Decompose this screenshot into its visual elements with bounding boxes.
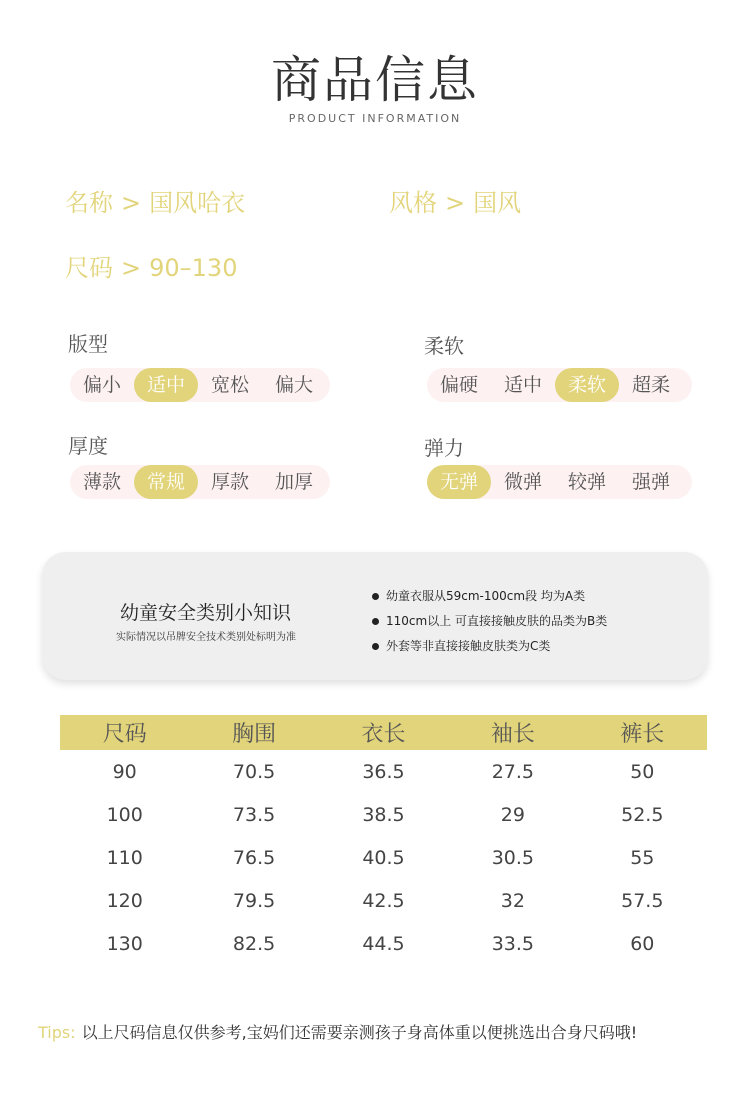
table-cell: 42.5 [362, 889, 405, 912]
softness-option: 适中 [503, 374, 542, 396]
page-title: 商品信息 [271, 51, 479, 109]
tips-label: Tips: [38, 1023, 76, 1042]
safety-panel [42, 552, 708, 680]
table-cell: 40.5 [362, 846, 405, 869]
elasticity-options [427, 465, 692, 499]
table-cell: 38.5 [362, 803, 405, 826]
table-row [60, 836, 707, 879]
bullet-icon [372, 593, 379, 600]
elasticity-option: 较弹 [567, 471, 606, 493]
info-separator: > [121, 254, 142, 282]
bullet-icon [372, 618, 379, 625]
table-cell: 57.5 [621, 889, 664, 912]
table-header-cell: 胸围 [189, 715, 318, 750]
safety-point-text: 幼童衣服从59cm-100cm段 均为A类 [386, 589, 586, 603]
table-cell: 52.5 [621, 803, 664, 826]
softness-option: 偏硬 [439, 374, 478, 396]
table-cell: 100 [106, 803, 143, 826]
info-name-value: 国风哈衣 [149, 189, 246, 217]
info-size [65, 248, 237, 283]
thickness-label: 厚度 [68, 434, 108, 458]
table-row [60, 750, 707, 793]
safety-point [372, 584, 607, 609]
table-row [60, 879, 707, 922]
bullet-icon [372, 643, 379, 650]
table-header-row [60, 715, 707, 750]
fit-options [70, 368, 330, 402]
softness-option: 柔软 [555, 368, 619, 402]
table-cell: 120 [106, 889, 143, 912]
table-header-cell: 尺码 [60, 715, 189, 750]
table-cell: 110 [106, 846, 143, 869]
tips-text: 以上尺码信息仅供参考,宝妈们还需要亲测孩子身高体重以便挑选出合身尺码哦! [81, 1023, 638, 1042]
thickness-option: 常规 [134, 465, 198, 499]
safety-point-text: 110cm以上 可直接接触皮肤的品类为B类 [386, 614, 608, 628]
thickness-option: 薄款 [82, 471, 121, 493]
table-cell: 32 [500, 889, 525, 912]
table-cell: 90 [112, 760, 137, 783]
thickness-options [70, 465, 330, 499]
table-row [60, 922, 707, 965]
safety-list [372, 584, 607, 659]
fit-option: 偏小 [82, 374, 121, 396]
info-separator: > [445, 189, 466, 217]
fit-label: 版型 [68, 332, 108, 356]
table-cell: 79.5 [232, 889, 276, 912]
table-cell: 50 [630, 760, 655, 783]
info-size-value: 90–130 [149, 254, 238, 282]
table-cell: 29 [500, 803, 525, 826]
elasticity-option: 无弹 [427, 465, 491, 499]
elasticity-option: 强弹 [631, 471, 670, 493]
table-cell: 73.5 [232, 803, 276, 826]
fit-option: 偏大 [274, 374, 313, 396]
elasticity-option: 微弹 [503, 471, 542, 493]
size-table [60, 715, 707, 965]
info-size-label: 尺码 [65, 254, 113, 282]
fit-option: 宽松 [210, 374, 249, 396]
table-cell: 30.5 [491, 846, 535, 869]
safety-title: 幼童安全类别小知识 [120, 602, 292, 624]
info-name-label: 名称 [65, 189, 113, 217]
info-style-label: 风格 [389, 189, 437, 217]
table-cell: 33.5 [491, 932, 535, 955]
table-cell: 36.5 [362, 760, 405, 783]
softness-label: 柔软 [424, 334, 464, 358]
fit-option: 适中 [134, 368, 198, 402]
info-style [389, 183, 521, 218]
safety-point [372, 634, 607, 659]
table-header-cell: 裤长 [578, 715, 707, 750]
table-cell: 130 [106, 932, 143, 955]
info-separator: > [121, 189, 142, 217]
page-subtitle: PRODUCT INFORMATION [288, 112, 462, 125]
softness-option: 超柔 [631, 374, 670, 396]
table-cell: 27.5 [491, 760, 535, 783]
table-cell: 76.5 [232, 846, 276, 869]
table-cell: 82.5 [232, 932, 276, 955]
safety-subtitle: 实际情况以吊牌安全技术类别处标明为准 [116, 632, 296, 643]
table-cell: 60 [630, 932, 655, 955]
table-cell: 55 [630, 846, 655, 869]
safety-point [372, 609, 607, 634]
table-header-cell: 衣长 [319, 715, 448, 750]
softness-options [427, 368, 692, 402]
thickness-option: 厚款 [210, 471, 249, 493]
elasticity-label: 弹力 [424, 436, 464, 460]
tips-note [38, 1020, 637, 1043]
thickness-option: 加厚 [274, 471, 313, 493]
info-name [65, 183, 245, 218]
info-style-value: 国风 [473, 189, 522, 217]
table-cell: 44.5 [362, 932, 405, 955]
safety-point-text: 外套等非直接接触皮肤类为C类 [386, 639, 551, 653]
table-header-cell: 袖长 [448, 715, 577, 750]
table-row [60, 793, 707, 836]
table-cell: 70.5 [232, 760, 276, 783]
